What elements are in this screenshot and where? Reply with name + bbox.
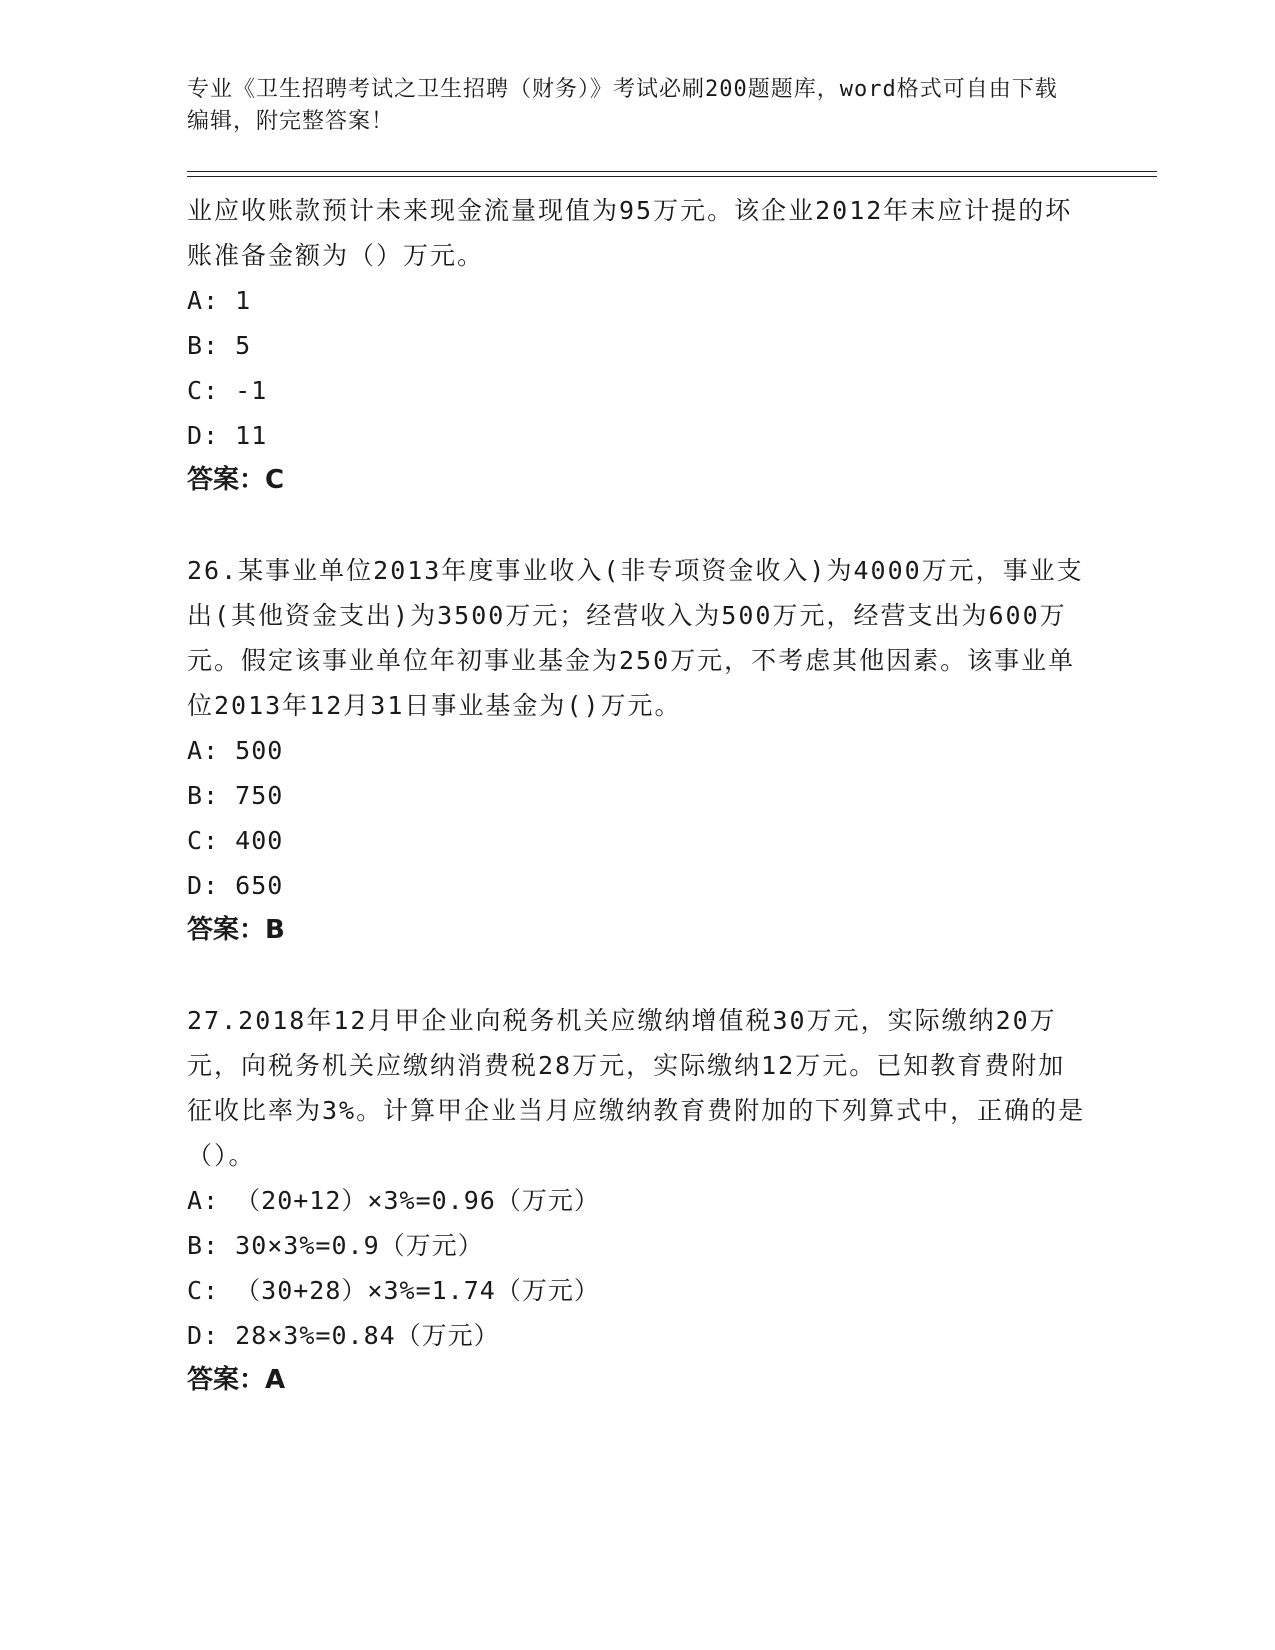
question-block xyxy=(187,998,1087,1403)
option-d: D: 28×3%=0.84（万元） xyxy=(187,1321,500,1350)
question-stem: 业应收账款预计未来现金流量现值为95万元。该企业2012年末应计提的坏账准备金额为（）万元。 xyxy=(187,196,1073,270)
option-a: A: （20+12）×3%=0.96（万元） xyxy=(187,1186,600,1215)
question-stem: 27.2018年12月甲企业向税务机关应缴纳增值税30万元，实际缴纳20万元，向税务机关应缴纳消费税28万元，实际缴纳12万元。已知教育费附加征收比率为3%。计算甲企业当月应缴纳教育费附加的下列算式中，正确的是（）。 xyxy=(187,1006,1086,1170)
header-rule-top xyxy=(187,171,1157,172)
option-c: C: -1 xyxy=(187,376,268,405)
header-text: 专业《卫生招聘考试之卫生招聘（财务）》考试必刷200题题库，word格式可自由下载编辑，附完整答案！ xyxy=(187,77,1058,134)
header-rule-bottom xyxy=(187,176,1157,177)
option-d: D: 11 xyxy=(187,421,268,450)
option-b: B: 5 xyxy=(187,331,252,360)
option-a: A: 500 xyxy=(187,736,284,765)
question-block xyxy=(187,548,1087,953)
spacer xyxy=(187,503,1087,548)
answer-line: 答案：C xyxy=(187,465,285,495)
option-b: B: 30×3%=0.9（万元） xyxy=(187,1231,484,1260)
answer-line: 答案：B xyxy=(187,915,285,945)
question-block xyxy=(187,188,1087,503)
option-c: C: 400 xyxy=(187,826,284,855)
option-d: D: 650 xyxy=(187,871,284,900)
spacer xyxy=(187,953,1087,998)
answer-line: 答案：A xyxy=(187,1365,286,1395)
option-c: C: （30+28）×3%=1.74（万元） xyxy=(187,1276,600,1305)
option-b: B: 750 xyxy=(187,781,284,810)
document-body xyxy=(187,188,1087,1403)
option-a: A: 1 xyxy=(187,286,252,315)
page-header xyxy=(187,74,1067,138)
question-stem: 26.某事业单位2013年度事业收入(非专项资金收入)为4000万元，事业支出(其他资金支出)为3500万元；经营收入为500万元，经营支出为600万元。假定该事业单位年初事业基金为250万元，不考虑其他因素。该事业单位2013年12月31日事业基金为()万元。 xyxy=(187,556,1084,720)
